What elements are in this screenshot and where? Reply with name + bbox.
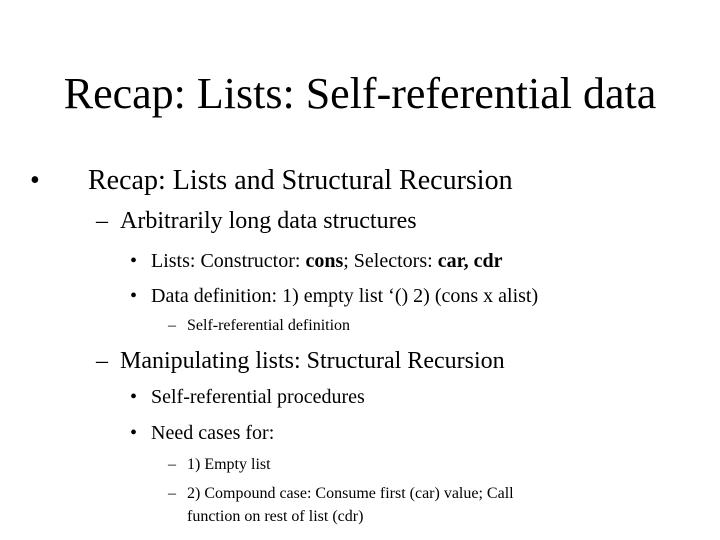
bullet-text: Arbitrarily long data structures [120, 208, 417, 234]
dash-marker: – [168, 456, 176, 473]
bullet-marker: • [130, 285, 138, 307]
bullet-text: 1) Empty list [187, 456, 271, 473]
bullet-marker: • [30, 165, 40, 196]
dash-marker: – [96, 348, 108, 374]
bullet-text: Manipulating lists: Structural Recursion [120, 348, 505, 374]
lists-mid: ; Selectors: [343, 250, 438, 272]
selectors-keyword: car, cdr [437, 250, 503, 272]
dash-marker: – [168, 485, 176, 502]
bullet-text: Need cases for: [151, 422, 275, 444]
bullet-marker: • [130, 422, 138, 444]
lists-prefix: Lists: Constructor: [151, 250, 306, 272]
bullet-text: Self-referential procedures [151, 386, 365, 408]
bullet-level4-compound-case-continued [187, 506, 363, 528]
bullet-text: 2) Compound case: Consume first (car) value; Call [187, 485, 514, 502]
bullet-text: Data definition: 1) empty list ‘() 2) (cons x alist) [151, 285, 539, 307]
bullet-text: Self-referential definition [187, 317, 351, 334]
bullet-marker: • [130, 386, 138, 408]
bullet-text [151, 248, 502, 274]
bullet-marker: • [130, 250, 138, 272]
bullet-text: function on rest of list (cdr) [187, 508, 364, 525]
cons-keyword: cons [305, 250, 344, 272]
dash-marker: – [96, 208, 108, 234]
slide-title: Recap: Lists: Self-referential data [63, 69, 657, 118]
bullet-text: Recap: Lists and Structural Recursion [88, 165, 513, 196]
dash-marker: – [168, 317, 176, 334]
